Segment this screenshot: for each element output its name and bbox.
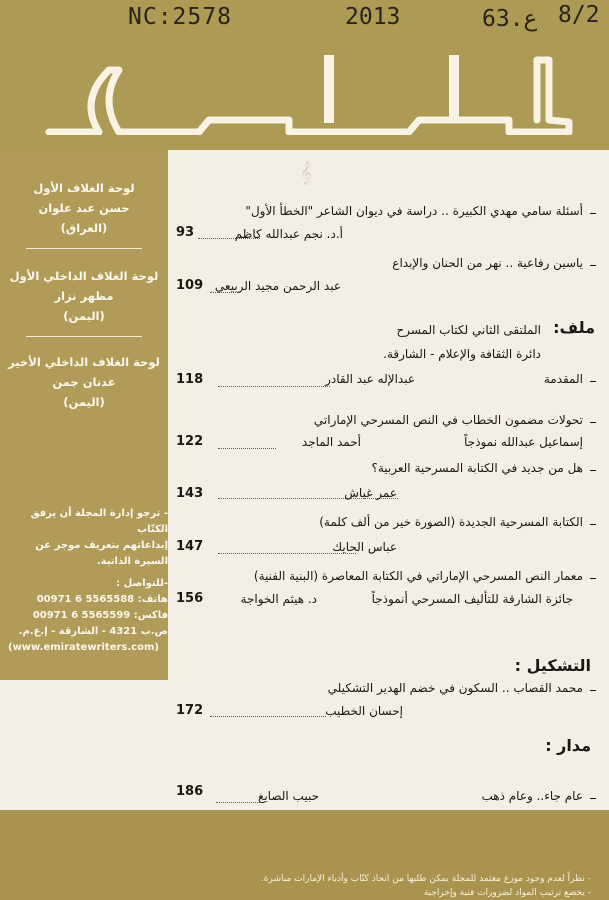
footer-note-2: - يخضع ترتيب المواد لضرورات فنية وإخراجية bbox=[423, 888, 591, 898]
toc-item-4-title: تحولات مضمون الخطاب في النص المسرحي الإماراتي bbox=[313, 413, 583, 427]
toc-item-7-page: 156 bbox=[176, 591, 204, 606]
toc-item-3-page: 118 bbox=[176, 372, 204, 387]
handwritten-note-1: 8/2 bbox=[558, 2, 600, 28]
toc-item-4-subtitle: إسماعيل عبدالله نموذجاً bbox=[464, 435, 583, 449]
website-link[interactable]: (www.emiratewriters.com) bbox=[8, 642, 159, 653]
file-title: الملتقى الثاني لكتاب المسرح bbox=[396, 323, 541, 337]
toc-item-2-page: 109 bbox=[176, 278, 204, 293]
handwritten-note-4: 63.ع bbox=[482, 6, 538, 32]
toc-item-8-title: محمد القصاب .. السكون في خضم الهدير التشكيلي bbox=[327, 681, 583, 695]
footer-note-1: - نظراً لعدم وجود موزع معتمد للمجلة يمكن طلبها من اتحاد كتّاب وأدباء الإمارات مباشرة. bbox=[260, 874, 591, 884]
inner-front-country: (اليمن) bbox=[63, 309, 105, 323]
fax-number: فاكس: 5565599 6 00971 bbox=[32, 610, 168, 621]
bullet bbox=[590, 381, 596, 382]
bullet bbox=[590, 524, 596, 525]
note-line: السيرة الذاتية. bbox=[96, 556, 168, 567]
toc-item-2-author: عبد الرحمن مجيد الربيعي bbox=[214, 279, 341, 293]
cover-country: (العراق) bbox=[60, 221, 108, 235]
toc-item-5-page: 143 bbox=[176, 486, 204, 501]
bullet bbox=[590, 265, 596, 266]
note-line: إبداعاتهم بتعريف موجز عن bbox=[35, 540, 168, 551]
toc-item-1-title: أسئلة سامي مهدي الكبيرة .. دراسة في ديوان الشاعر "الخطأ الأول" bbox=[245, 204, 583, 218]
inner-back-country: (اليمن) bbox=[63, 395, 105, 409]
bullet bbox=[590, 690, 596, 691]
phone-number: هاتف: 5565588 6 00971 bbox=[36, 594, 168, 605]
note-line: - ترجو إدارة المجلة أن يرفق الكتّاب bbox=[30, 508, 168, 535]
madar-heading: مدار : bbox=[545, 736, 591, 755]
divider bbox=[26, 248, 142, 249]
toc-item-1-author: أ.د. نجم عبدالله كاظم bbox=[234, 227, 343, 241]
cover-label: لوحة الغلاف الأول bbox=[33, 181, 135, 195]
inner-back-label: لوحة الغلاف الداخلي الأخير bbox=[8, 355, 160, 369]
toc-item-8-author: إحسان الخطيب bbox=[325, 704, 403, 718]
toc-item-7-subtitle: جائزة الشارقة للتأليف المسرحي أنموذجاً bbox=[371, 592, 573, 606]
contact-title: -للتواصل : bbox=[116, 578, 168, 589]
toc-item-4-page: 122 bbox=[176, 434, 204, 449]
toc-item-9-page: 186 bbox=[176, 784, 204, 799]
toc-item-5-title: هل من جديد في الكتابة المسرحية العربية؟ bbox=[371, 461, 583, 475]
masthead-logo bbox=[39, 40, 579, 135]
toc-item-9-title: عام جاء.. وعام ذهب bbox=[481, 789, 583, 803]
toc-item-7-author: د. هيثم الخواجة bbox=[240, 592, 317, 606]
handwritten-note-3: 2013 bbox=[345, 4, 401, 30]
bullet bbox=[590, 213, 596, 214]
toc-item-6-author: عباس الحايك bbox=[332, 540, 397, 554]
bullet bbox=[590, 578, 596, 579]
inner-front-label: لوحة الغلاف الداخلي الأول bbox=[9, 269, 159, 283]
dotted-leader bbox=[210, 716, 326, 717]
toc-item-5-author: عمر غباش bbox=[344, 486, 397, 500]
footer-band bbox=[0, 810, 609, 900]
bleed-through: 𝄞 bbox=[300, 160, 312, 184]
toc-item-9-author: حبيب الصايغ bbox=[257, 789, 319, 803]
toc-item-7-title: معمار النص المسرحي الإماراتي في الكتابة المعاصرة (البنية الفنية) bbox=[253, 569, 583, 583]
bullet bbox=[590, 798, 596, 799]
po-box: ص.ب 4321 - الشارقة - إ.ع.م. bbox=[18, 626, 168, 637]
toc-item-3-author: عبدالإله عبد القادر bbox=[325, 372, 415, 386]
credits-sidebar bbox=[0, 150, 168, 680]
toc-item-2-title: ياسين رفاعية .. نهر من الحنان والإبداع bbox=[392, 256, 583, 270]
toc-item-4-author: أحمد الماجد bbox=[301, 435, 361, 449]
file-heading: ملف: bbox=[553, 318, 595, 337]
file-subtitle: دائرة الثقافة والإعلام - الشارقة. bbox=[383, 347, 541, 361]
dotted-leader bbox=[218, 448, 276, 449]
toc-item-1-page: 93 bbox=[176, 225, 195, 240]
inner-front-artist: مظهر نزار bbox=[54, 289, 114, 303]
toc-item-6-title: الكتابة المسرحية الجديدة (الصورة خير من ألف كلمة) bbox=[319, 515, 583, 529]
dotted-leader bbox=[216, 802, 262, 803]
cover-artist: حسن عبد علوان bbox=[38, 201, 130, 215]
toc-item-6-page: 147 bbox=[176, 539, 204, 554]
bullet bbox=[590, 422, 596, 423]
bullet bbox=[590, 470, 596, 471]
toc-item-3-title: المقدمة bbox=[543, 372, 583, 386]
inner-back-artist: عدنان جمن bbox=[52, 375, 116, 389]
handwritten-note-2: NC:2578 bbox=[128, 4, 232, 30]
divider bbox=[26, 336, 142, 337]
art-heading: التشكيل : bbox=[514, 656, 591, 675]
dotted-leader bbox=[218, 386, 330, 387]
toc-item-8-page: 172 bbox=[176, 703, 204, 718]
